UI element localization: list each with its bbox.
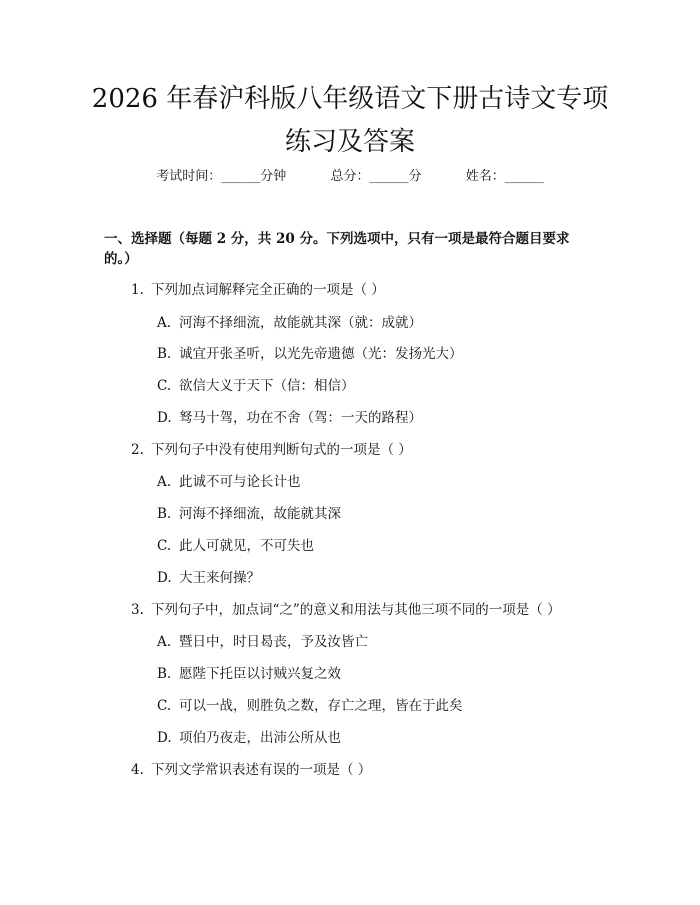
question-stem: 下列句子中，加点词“之”的意义和用法与其他三项不同的一项是（ ） <box>151 602 561 618</box>
total-score-field: 总分：______分 <box>330 169 422 184</box>
question-number: 1. <box>131 282 144 298</box>
question-4 <box>131 760 371 780</box>
option-1b <box>157 344 463 364</box>
option-text: 河海不择细流，故能就其深（就：成就） <box>179 315 422 331</box>
option-2c <box>157 536 314 556</box>
option-letter: A. <box>157 634 172 650</box>
option-letter: B. <box>157 346 172 362</box>
option-text: 诚宜开张圣听，以光先帝遗德（光：发扬光大） <box>179 346 463 362</box>
option-1c <box>157 376 355 396</box>
option-3c <box>157 696 463 716</box>
question-number: 3. <box>131 602 144 618</box>
option-1d <box>157 408 422 428</box>
question-stem: 下列加点词解释完全正确的一项是（ ） <box>151 282 385 298</box>
option-text: 驽马十驾，功在不舍（驾：一天的路程） <box>179 410 422 426</box>
document-title <box>80 78 620 164</box>
option-letter: C. <box>157 538 172 554</box>
option-1a <box>157 313 422 333</box>
option-text: 可以一战，则胜负之数，存亡之理，皆在于此矣 <box>179 698 463 714</box>
option-letter: B. <box>157 666 172 682</box>
option-letter: C. <box>157 378 172 394</box>
question-number: 2. <box>131 442 144 458</box>
option-2a <box>157 472 301 492</box>
question-1 <box>131 280 385 300</box>
option-text: 此人可就见，不可失也 <box>179 538 314 554</box>
option-letter: D. <box>157 410 172 426</box>
option-2b <box>157 504 341 524</box>
option-text: 河海不择细流，故能就其深 <box>179 506 341 522</box>
question-stem: 下列文学常识表述有误的一项是（ ） <box>151 762 372 778</box>
question-3 <box>131 600 561 620</box>
option-letter: A. <box>157 315 172 331</box>
option-text: 大王来何操？ <box>179 570 260 586</box>
section-heading-multiple-choice: 一、选择题（每题 2 分，共 20 分。下列选项中，只有一项是最符合题目要求的。） <box>104 231 570 267</box>
student-name-field: 姓名：______ <box>465 169 544 184</box>
option-3a <box>157 632 368 652</box>
option-text: 项伯乃夜走，出沛公所从也 <box>179 730 341 746</box>
option-text: 欲信大义于天下（信：相信） <box>179 378 355 394</box>
option-text: 愿陛下托臣以讨贼兴复之效 <box>179 666 341 682</box>
question-number: 4. <box>131 762 144 778</box>
title-line-2: 练习及答案 <box>284 127 415 157</box>
question-2 <box>131 440 412 460</box>
exam-time-field: 考试时间：______分钟 <box>156 169 287 184</box>
exam-info-row <box>0 167 700 187</box>
question-stem: 下列句子中没有使用判断句式的一项是（ ） <box>151 442 412 458</box>
option-letter: B. <box>157 506 172 522</box>
option-letter: C. <box>157 698 172 714</box>
option-3b <box>157 664 341 684</box>
option-letter: D. <box>157 570 172 586</box>
option-text: 此诚不可与论长计也 <box>179 474 301 490</box>
title-line-1: 2026 年春沪科版八年级语文下册古诗文专项 <box>91 84 609 114</box>
option-letter: A. <box>157 474 172 490</box>
option-letter: D. <box>157 730 172 746</box>
option-3d <box>157 728 341 748</box>
option-text: 暨日中，时日曷丧，予及汝皆亡 <box>179 634 368 650</box>
option-2d <box>157 568 260 588</box>
